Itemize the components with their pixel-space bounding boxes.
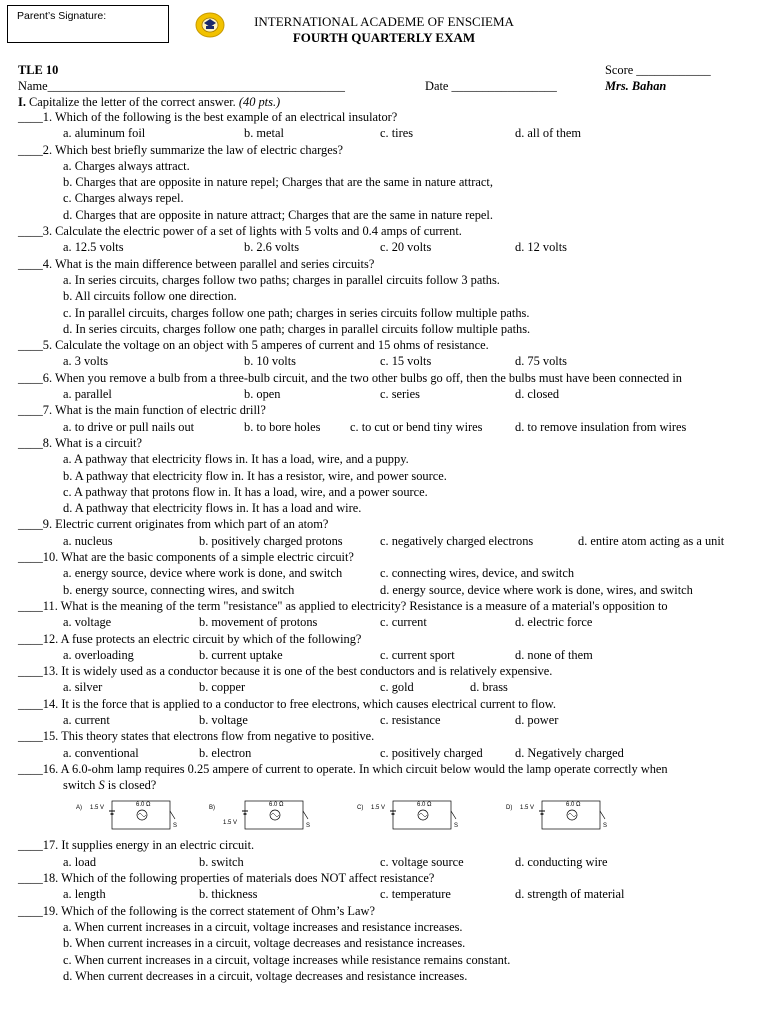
options-row [0, 207, 768, 223]
question-text: ____4. What is the main difference between parallel and series circuits? [18, 256, 375, 271]
question-row [0, 256, 768, 272]
answer-option[interactable]: c. When current increases in a circuit, voltage increases while resistance remains constant. [63, 952, 511, 967]
question-row [0, 223, 768, 239]
question-2 [0, 142, 768, 223]
question-row [0, 337, 768, 353]
question-12 [0, 631, 768, 664]
answer-option[interactable]: d. entire atom acting as a unit [578, 533, 725, 548]
answer-option[interactable]: d. strength of material [515, 887, 625, 902]
answer-option[interactable]: c. In parallel circuits, charges follow one path; charges in series circuits follow multiple paths. [63, 305, 530, 320]
circuit-diagram-d[interactable] [506, 797, 616, 835]
answer-option[interactable]: b. to bore holes [244, 419, 321, 434]
options-row [0, 565, 768, 581]
answer-option[interactable]: c. current sport [380, 647, 455, 662]
question-row [0, 402, 768, 418]
answer-option[interactable]: a. load [63, 854, 97, 869]
question-text-part: switch [63, 778, 99, 793]
answer-option[interactable]: c. positively charged [380, 745, 483, 760]
score-field[interactable]: Score ____________ [605, 63, 711, 77]
switch-label: S [454, 823, 459, 830]
options-row [0, 484, 768, 500]
answer-option[interactable]: b. Charges that are opposite in nature repel; Charges that are the same in nature attract, [63, 175, 493, 190]
question-row [0, 109, 768, 125]
switch-label: S [603, 823, 608, 830]
answer-option[interactable]: a. overloading [63, 647, 134, 662]
answer-option[interactable]: c. temperature [380, 887, 451, 902]
question-row [0, 516, 768, 532]
resistance-label: 6.0 Ω [417, 802, 432, 809]
options-row [0, 968, 768, 984]
name-field[interactable]: Name________________________________________________ [18, 79, 345, 93]
question-row [0, 631, 768, 647]
answer-option[interactable]: d. energy source, device where work is done, wires, and switch [380, 582, 693, 597]
options-row [0, 451, 768, 467]
answer-option[interactable]: d. 12 volts [515, 240, 567, 255]
switch-label: S [173, 823, 178, 830]
options-row [0, 174, 768, 190]
answer-option[interactable]: b. energy source, connecting wires, and switch [63, 582, 295, 597]
question-text: ____16. A 6.0-ohm lamp requires 0.25 ampere of current to operate. In which circuit below would the lamp operate correctly when [18, 761, 668, 776]
question-15 [0, 728, 768, 761]
answer-option[interactable]: b. voltage [199, 712, 248, 727]
answer-option[interactable]: b. positively charged protons [199, 533, 343, 548]
answer-option[interactable]: a. In series circuits, charges follow two paths; charges in parallel circuits follow 3 paths. [63, 272, 500, 287]
options-row [0, 468, 768, 484]
resistance-label: 6.0 Ω [269, 802, 284, 809]
teacher-name: Mrs. Bahan [605, 79, 667, 93]
voltage-label: 1.5 V [223, 820, 238, 827]
question-text: ____9. Electric current originates from which part of an atom? [18, 517, 329, 532]
exam-title: FOURTH QUARTERLY EXAM [292, 30, 476, 45]
question-row [0, 142, 768, 158]
question-list [0, 109, 768, 984]
answer-option[interactable]: b. All circuits follow one direction. [63, 289, 237, 304]
resistance-label: 6.0 Ω [566, 802, 581, 809]
question-17 [0, 837, 768, 870]
answer-option[interactable]: b. metal [244, 126, 284, 141]
question-text: ____5. Calculate the voltage on an object with 5 amperes of current and 15 ohms of resistance. [18, 338, 489, 353]
switch-icon [303, 811, 308, 819]
answer-option[interactable]: d. none of them [515, 647, 593, 662]
resistance-label: 6.0 Ω [136, 802, 151, 809]
answer-option[interactable]: a. length [63, 887, 106, 902]
question-3 [0, 223, 768, 256]
answer-option[interactable]: a. parallel [63, 387, 112, 402]
answer-option[interactable]: b. copper [199, 680, 246, 695]
question-9 [0, 516, 768, 549]
subject-label: TLE 10 [18, 63, 59, 77]
question-row [0, 903, 768, 919]
answer-option[interactable]: c. negatively charged electrons [380, 533, 534, 548]
options-row [0, 239, 768, 255]
switch-variable: S [98, 778, 105, 793]
question-4 [0, 256, 768, 337]
date-field[interactable]: Date _________________ [425, 79, 557, 93]
answer-option[interactable]: c. Charges always repel. [63, 191, 184, 206]
answer-option[interactable]: d. In series circuits, charges follow one path; charges in parallel circuits follow multiple paths. [63, 321, 531, 336]
options-row [0, 679, 768, 695]
answer-option[interactable]: c. A pathway that protons flow in. It has a load, wire, and a power source. [63, 484, 428, 499]
switch-icon [170, 811, 175, 819]
options-row [0, 125, 768, 141]
answer-option[interactable]: d. conducting wire [515, 854, 608, 869]
question-text-part: is closed? [104, 778, 157, 793]
question-11 [0, 598, 768, 631]
section-number: I. [18, 95, 26, 109]
question-text: ____18. Which of the following properties of materials does NOT affect resistance? [18, 871, 435, 886]
question-8 [0, 435, 768, 516]
answer-option[interactable]: c. to cut or bend tiny wires [350, 419, 483, 434]
circuit-diagrams [0, 793, 768, 837]
answer-option[interactable]: a. Charges always attract. [63, 158, 190, 173]
question-text: ____1. Which of the following is the best example of an electrical insulator? [18, 110, 398, 124]
question-5 [0, 337, 768, 370]
answer-option[interactable]: a. 12.5 volts [63, 240, 124, 255]
switch-label: S [306, 823, 311, 830]
switch-icon [600, 811, 605, 819]
options-row [0, 386, 768, 402]
question-row [0, 549, 768, 565]
question-row [0, 370, 768, 386]
instructions [18, 95, 280, 110]
answer-option[interactable]: b. When current increases in a circuit, voltage decreases and resistance increases. [63, 936, 466, 951]
answer-option[interactable]: d. A pathway that electricity flows in. It has a load and wire. [63, 501, 362, 516]
answer-option[interactable]: d. brass [470, 680, 508, 695]
options-row [0, 500, 768, 516]
question-row [0, 435, 768, 451]
question-text: ____15. This theory states that electrons flow from negative to positive. [18, 729, 375, 744]
question-14 [0, 696, 768, 729]
answer-option[interactable]: a. A pathway that electricity flows in. It has a load, wire, and a puppy. [63, 452, 409, 467]
answer-option[interactable]: d. power [515, 712, 559, 727]
question-1 [0, 109, 768, 142]
answer-option[interactable]: a. voltage [63, 615, 112, 630]
options-row [0, 647, 768, 663]
options-row [0, 745, 768, 761]
question-row [0, 663, 768, 679]
question-18 [0, 870, 768, 903]
question-text: ____11. What is the meaning of the term "resistance" as applied to electricity? Resistance is a measure of a material's opposition to [18, 598, 668, 613]
answer-option[interactable]: c. current [380, 615, 427, 630]
options-row [0, 419, 768, 435]
answer-option[interactable]: b. A pathway that electricity flow in. It has a resistor, wire, and power source. [63, 468, 447, 483]
answer-option[interactable]: c. connecting wires, device, and switch [380, 566, 575, 581]
options-row [0, 158, 768, 174]
question-row-continued [0, 777, 768, 793]
answer-option[interactable]: d. closed [515, 387, 560, 402]
question-16 [0, 761, 768, 838]
answer-option[interactable]: d. Charges that are opposite in nature attract; Charges that are the same in nature repel. [63, 207, 493, 222]
question-19 [0, 903, 768, 984]
options-row [0, 614, 768, 630]
diagram-letter: C) [357, 805, 364, 812]
options-row [0, 935, 768, 951]
options-row [0, 533, 768, 549]
instruction-text: Capitalize the letter of the correct answer. [25, 95, 239, 109]
answer-option[interactable]: c. tires [380, 126, 414, 141]
question-row [0, 598, 768, 614]
question-text: ____17. It supplies energy in an electric circuit. [18, 838, 255, 853]
question-text: ____19. Which of the following is the correct statement of Ohm’s Law? [18, 903, 375, 918]
circuit-diagram-a[interactable] [76, 797, 186, 835]
question-13 [0, 663, 768, 696]
question-text: ____3. Calculate the electric power of a set of lights with 5 volts and 0.4 amps of current. [18, 224, 462, 239]
question-text: ____14. It is the force that is applied to a conductor to free electrons, which causes electrical current to flow. [18, 696, 556, 711]
voltage-label: 1.5 V [371, 805, 386, 812]
circuit-diagram-c[interactable] [357, 797, 467, 835]
question-6 [0, 370, 768, 403]
school-name: INTERNATIONAL ACADEME OF ENSCIEMA [254, 14, 514, 29]
answer-option[interactable]: a. to drive or pull nails out [63, 419, 195, 434]
answer-option[interactable]: d. Negatively charged [515, 745, 624, 760]
options-row [0, 886, 768, 902]
answer-option[interactable]: b. switch [199, 854, 244, 869]
school-logo-icon [195, 12, 225, 38]
answer-option[interactable]: a. nucleus [63, 533, 113, 548]
diagram-letter: D) [506, 805, 513, 812]
question-text: ____7. What is the main function of electric drill? [18, 403, 266, 418]
options-row [0, 919, 768, 935]
answer-option[interactable]: d. electric force [515, 615, 593, 630]
answer-option[interactable]: b. movement of protons [199, 615, 318, 630]
question-row [0, 728, 768, 744]
question-text: ____6. When you remove a bulb from a three-bulb circuit, and the two other bulbs go off, then the bulbs must have been connected in [18, 370, 682, 385]
question-row [0, 696, 768, 712]
question-row [0, 870, 768, 886]
question-row [0, 761, 768, 777]
switch-icon [451, 811, 456, 819]
options-row [0, 582, 768, 598]
options-row [0, 854, 768, 870]
answer-option[interactable]: b. 2.6 volts [244, 240, 300, 255]
options-row [0, 353, 768, 369]
diagram-letter: A) [76, 805, 82, 812]
question-text: ____13. It is widely used as a conductor because it is one of the best conductors and is relatively expensive. [18, 664, 553, 679]
circuit-diagram-b[interactable] [209, 797, 319, 835]
question-10 [0, 549, 768, 598]
answer-option[interactable]: b. electron [199, 745, 252, 760]
options-row [0, 321, 768, 337]
answer-option[interactable]: d. to remove insulation from wires [515, 419, 687, 434]
answer-option[interactable]: a. aluminum foil [63, 126, 146, 141]
answer-option[interactable]: c. resistance [380, 712, 441, 727]
question-row [0, 837, 768, 853]
question-7 [0, 402, 768, 435]
answer-option[interactable]: b. thickness [199, 887, 258, 902]
options-row [0, 952, 768, 968]
answer-option[interactable]: a. conventional [63, 745, 139, 760]
answer-option[interactable]: b. current uptake [199, 647, 283, 662]
options-row [0, 288, 768, 304]
options-row [0, 190, 768, 206]
question-text: ____2. Which best briefly summarize the law of electric charges? [18, 142, 344, 157]
voltage-label: 1.5 V [520, 805, 535, 812]
parent-signature-box[interactable] [7, 5, 169, 43]
answer-option[interactable]: a. energy source, device where work is done, and switch [63, 566, 343, 581]
question-text-continued [63, 777, 156, 793]
answer-option[interactable]: c. 15 volts [380, 354, 432, 369]
answer-option[interactable]: c. gold [380, 680, 414, 695]
answer-option[interactable]: a. 3 volts [63, 354, 109, 369]
options-row [0, 712, 768, 728]
voltage-label: 1.5 V [90, 805, 105, 812]
answer-option[interactable]: d. all of them [515, 126, 582, 141]
answer-option[interactable]: c. series [380, 387, 420, 402]
answer-option[interactable]: b. open [244, 387, 281, 402]
points-label: (40 pts.) [238, 95, 281, 109]
question-text: ____8. What is a circuit? [18, 435, 142, 450]
options-row [0, 305, 768, 321]
answer-option[interactable]: d. When current decreases in a circuit, voltage decreases and resistance increases. [63, 968, 468, 983]
answer-option[interactable]: b. 10 volts [244, 354, 296, 369]
question-text: ____12. A fuse protects an electric circuit by which of the following? [18, 631, 362, 646]
signature-label: Parent’s Signature: [17, 10, 107, 22]
answer-option[interactable]: c. voltage source [380, 854, 464, 869]
answer-option[interactable]: a. silver [63, 680, 103, 695]
answer-option[interactable]: d. 75 volts [515, 354, 567, 369]
question-text: ____10. What are the basic components of a simple electric circuit? [18, 550, 354, 565]
answer-option[interactable]: a. When current increases in a circuit, voltage increases and resistance increases. [63, 919, 463, 934]
options-row [0, 272, 768, 288]
answer-option[interactable]: a. current [63, 712, 110, 727]
diagram-letter: B) [209, 805, 215, 812]
answer-option[interactable]: c. 20 volts [380, 240, 432, 255]
